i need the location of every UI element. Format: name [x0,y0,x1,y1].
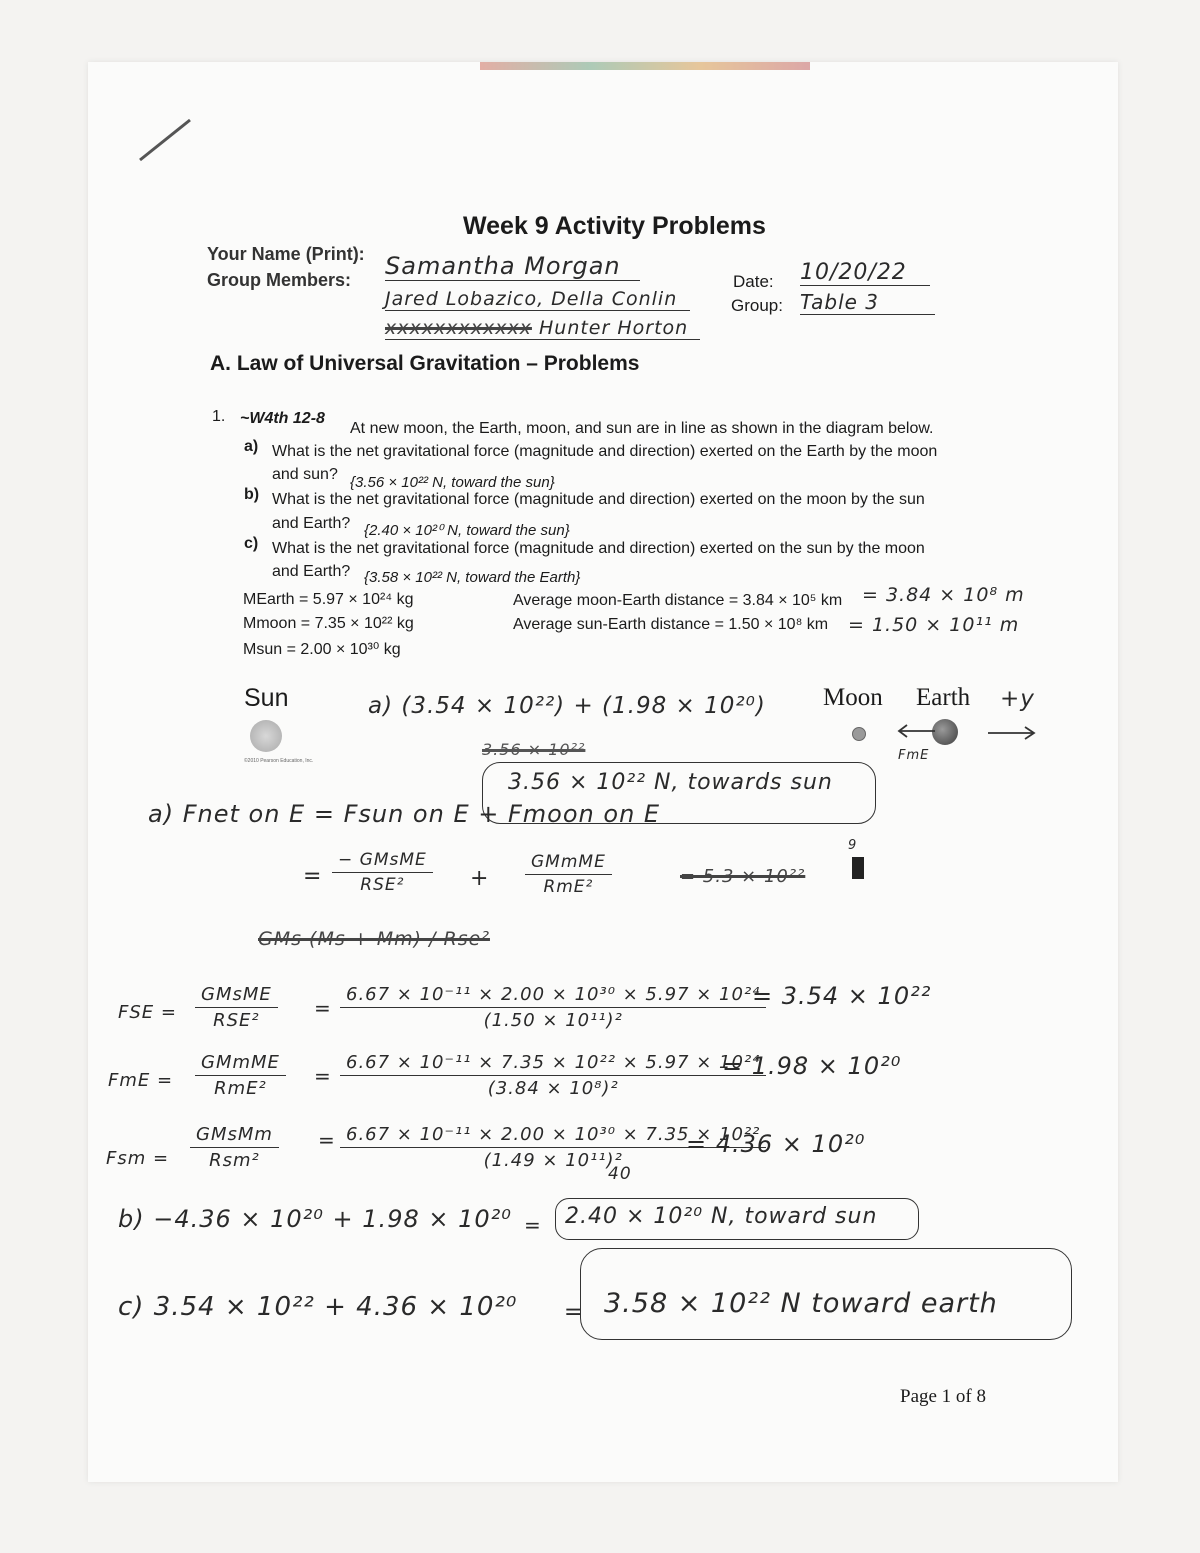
work-plus-1: + [470,866,490,891]
work-fnet-term-2-num: GMmME [525,852,612,875]
fse-formula-den: RSE² [213,1010,260,1031]
work-a-sum: a) (3.54 × 10²²) + (1.98 × 10²⁰) [368,693,766,719]
part-a-line2: and sun? [272,466,338,483]
fsm-equals: = [318,1128,336,1152]
fse-label: FSE = [118,1002,177,1023]
part-c-label: c) [244,535,259,552]
work-c-line: c) 3.54 × 10²² + 4.36 × 10²⁰ [118,1292,518,1322]
check-mark-icon [130,110,200,170]
work-fnet-line: a) Fnet on E = Fsun on E + Fmoon on E [148,800,661,828]
group-members-label: Group Members: [207,270,352,290]
positive-axis-arrow-icon [985,724,1040,742]
part-b-label: b) [244,486,260,503]
members-line-1: Jared Lobazico, Della Conlin [385,288,690,311]
problem-number: 1. [212,408,226,425]
name-value: Samantha Morgan [385,252,640,281]
fse-calc-den: (1.50 × 10¹¹)² [483,1010,623,1031]
force-label: FmE [898,748,930,763]
fsm-note: 40 [608,1164,632,1184]
fsm-formula-num: GMsMm [190,1124,279,1148]
mass-sun: Msun = 2.00 × 10³⁰ kg [243,641,401,658]
small-note: 9 [848,838,858,853]
part-b-answer: {2.40 × 10²⁰ N, toward the sun} [364,522,570,539]
problem-intro: At new moon, the Earth, moon, and sun are in line as shown in the diagram below. [350,420,934,437]
problem-source: ~W4th 12-8 [240,410,325,427]
fsm-calc-num: 6.67 × 10⁻¹¹ × 2.00 × 10³⁰ × 7.35 × 10²² [340,1124,766,1148]
fsm-formula [190,1124,279,1171]
fse-equals: = [314,996,332,1020]
top-color-strip [480,62,810,70]
fse-result: = 3.54 × 10²² [752,982,932,1010]
copyright-note: ©2010 Pearson Education, Inc. [244,758,314,764]
members-line-2: xxxxxxxxxxxx Hunter Horton [385,317,700,340]
group-value: Table 3 [800,290,935,315]
fme-calc-num: 6.67 × 10⁻¹¹ × 7.35 × 10²² × 5.97 × 10²⁴ [340,1052,766,1076]
part-a-answer: {3.56 × 10²² N, toward the sun} [350,474,555,491]
fse-formula [195,984,278,1031]
part-b-line2: and Earth? [272,515,351,532]
date-value: 10/20/22 [800,260,930,286]
part-c-line2: and Earth? [272,563,351,580]
members-line-2-text: Hunter Horton [538,317,689,339]
moon-earth-distance: Average moon-Earth distance = 3.84 × 10⁵ km [513,592,843,609]
part-c-line1: What is the net gravitational force (magnitude and direction) exerted on the sun by the moon [272,540,925,557]
fsm-formula-den: Rsm² [209,1150,260,1171]
work-a-scratch: 3.56 × 10²² [482,740,586,759]
mass-moon: Mmoon = 7.35 × 10²² kg [243,615,414,632]
part-a-label: a) [244,438,259,455]
sun-earth-distance: Average sun-Earth distance = 1.50 × 10⁸ km [513,616,829,633]
section-title: A. Law of Universal Gravitation – Problems [210,352,640,375]
work-fnet-term-1-den: RSE² [360,875,405,895]
sun-label: Sun [244,684,289,712]
work-c-result: 3.58 × 10²² N toward earth [604,1288,998,1319]
moon-label: Moon [823,684,883,711]
work-c-equals: = [564,1300,584,1325]
date-label: Date: [733,272,774,291]
fme-label: FmE = [108,1070,174,1091]
work-fnet-term-1-num: − GMsME [332,850,433,873]
part-b-line1: What is the net gravitational force (magnitude and direction) exerted on the moon by the sun [272,491,925,508]
moon-icon [852,727,866,741]
earth-label: Earth [916,684,971,711]
force-arrow-left-icon [895,722,940,740]
work-fnet-term-2-den: RmE² [543,877,594,897]
part-c-answer: {3.58 × 10²² N, toward the Earth} [364,569,581,586]
fme-equals: = [314,1064,332,1088]
sun-earth-distance-note: = 1.50 × 10¹¹ m [848,614,1020,636]
work-scratch-3: GMs (Ms + Mm) / Rse² [258,928,490,950]
fme-calc [340,1052,766,1099]
fse-calc-num: 6.67 × 10⁻¹¹ × 2.00 × 10³⁰ × 5.97 × 10²⁴ [340,984,766,1008]
scribble-mark [852,857,864,879]
page-number: Page 1 of 8 [900,1386,987,1407]
fme-calc-den: (3.84 × 10⁸)² [487,1078,619,1099]
work-fnet-term-2 [525,852,612,897]
moon-earth-distance-note: = 3.84 × 10⁸ m [862,584,1025,606]
work-fnet-term-1 [332,850,433,895]
fse-formula-num: GMsME [195,984,278,1008]
fme-result: = 1.98 × 10²⁰ [722,1052,902,1080]
work-a-result: 3.56 × 10²² N, towards sun [508,770,833,795]
fsm-calc-den: (1.49 × 10¹¹)² [483,1150,623,1171]
page-title: Week 9 Activity Problems [463,212,766,240]
work-b-result: 2.40 × 10²⁰ N, toward sun [565,1204,878,1229]
fme-formula-num: GMmME [195,1052,286,1076]
fse-calc [340,984,766,1031]
sun-icon [250,720,282,752]
work-b-line: b) −4.36 × 10²⁰ + 1.98 × 10²⁰ [118,1205,512,1233]
fsm-label: Fsm = [106,1148,170,1169]
mass-earth: MEarth = 5.97 × 10²⁴ kg [243,591,414,608]
axis-label: +y [1000,686,1035,712]
fsm-result: = 4.36 × 10²⁰ [686,1130,866,1158]
work-b-equals: = [524,1213,542,1237]
group-label: Group: [731,296,783,315]
work-equals-1: = [303,864,323,889]
part-a-line1: What is the net gravitational force (magnitude and direction) exerted on the Earth by the moon [272,443,938,460]
name-label: Your Name (Print): [207,244,365,264]
work-scratch-2: = 5.3 × 10²² [680,866,806,887]
fme-formula-den: RmE² [214,1078,267,1099]
fme-formula [195,1052,286,1099]
